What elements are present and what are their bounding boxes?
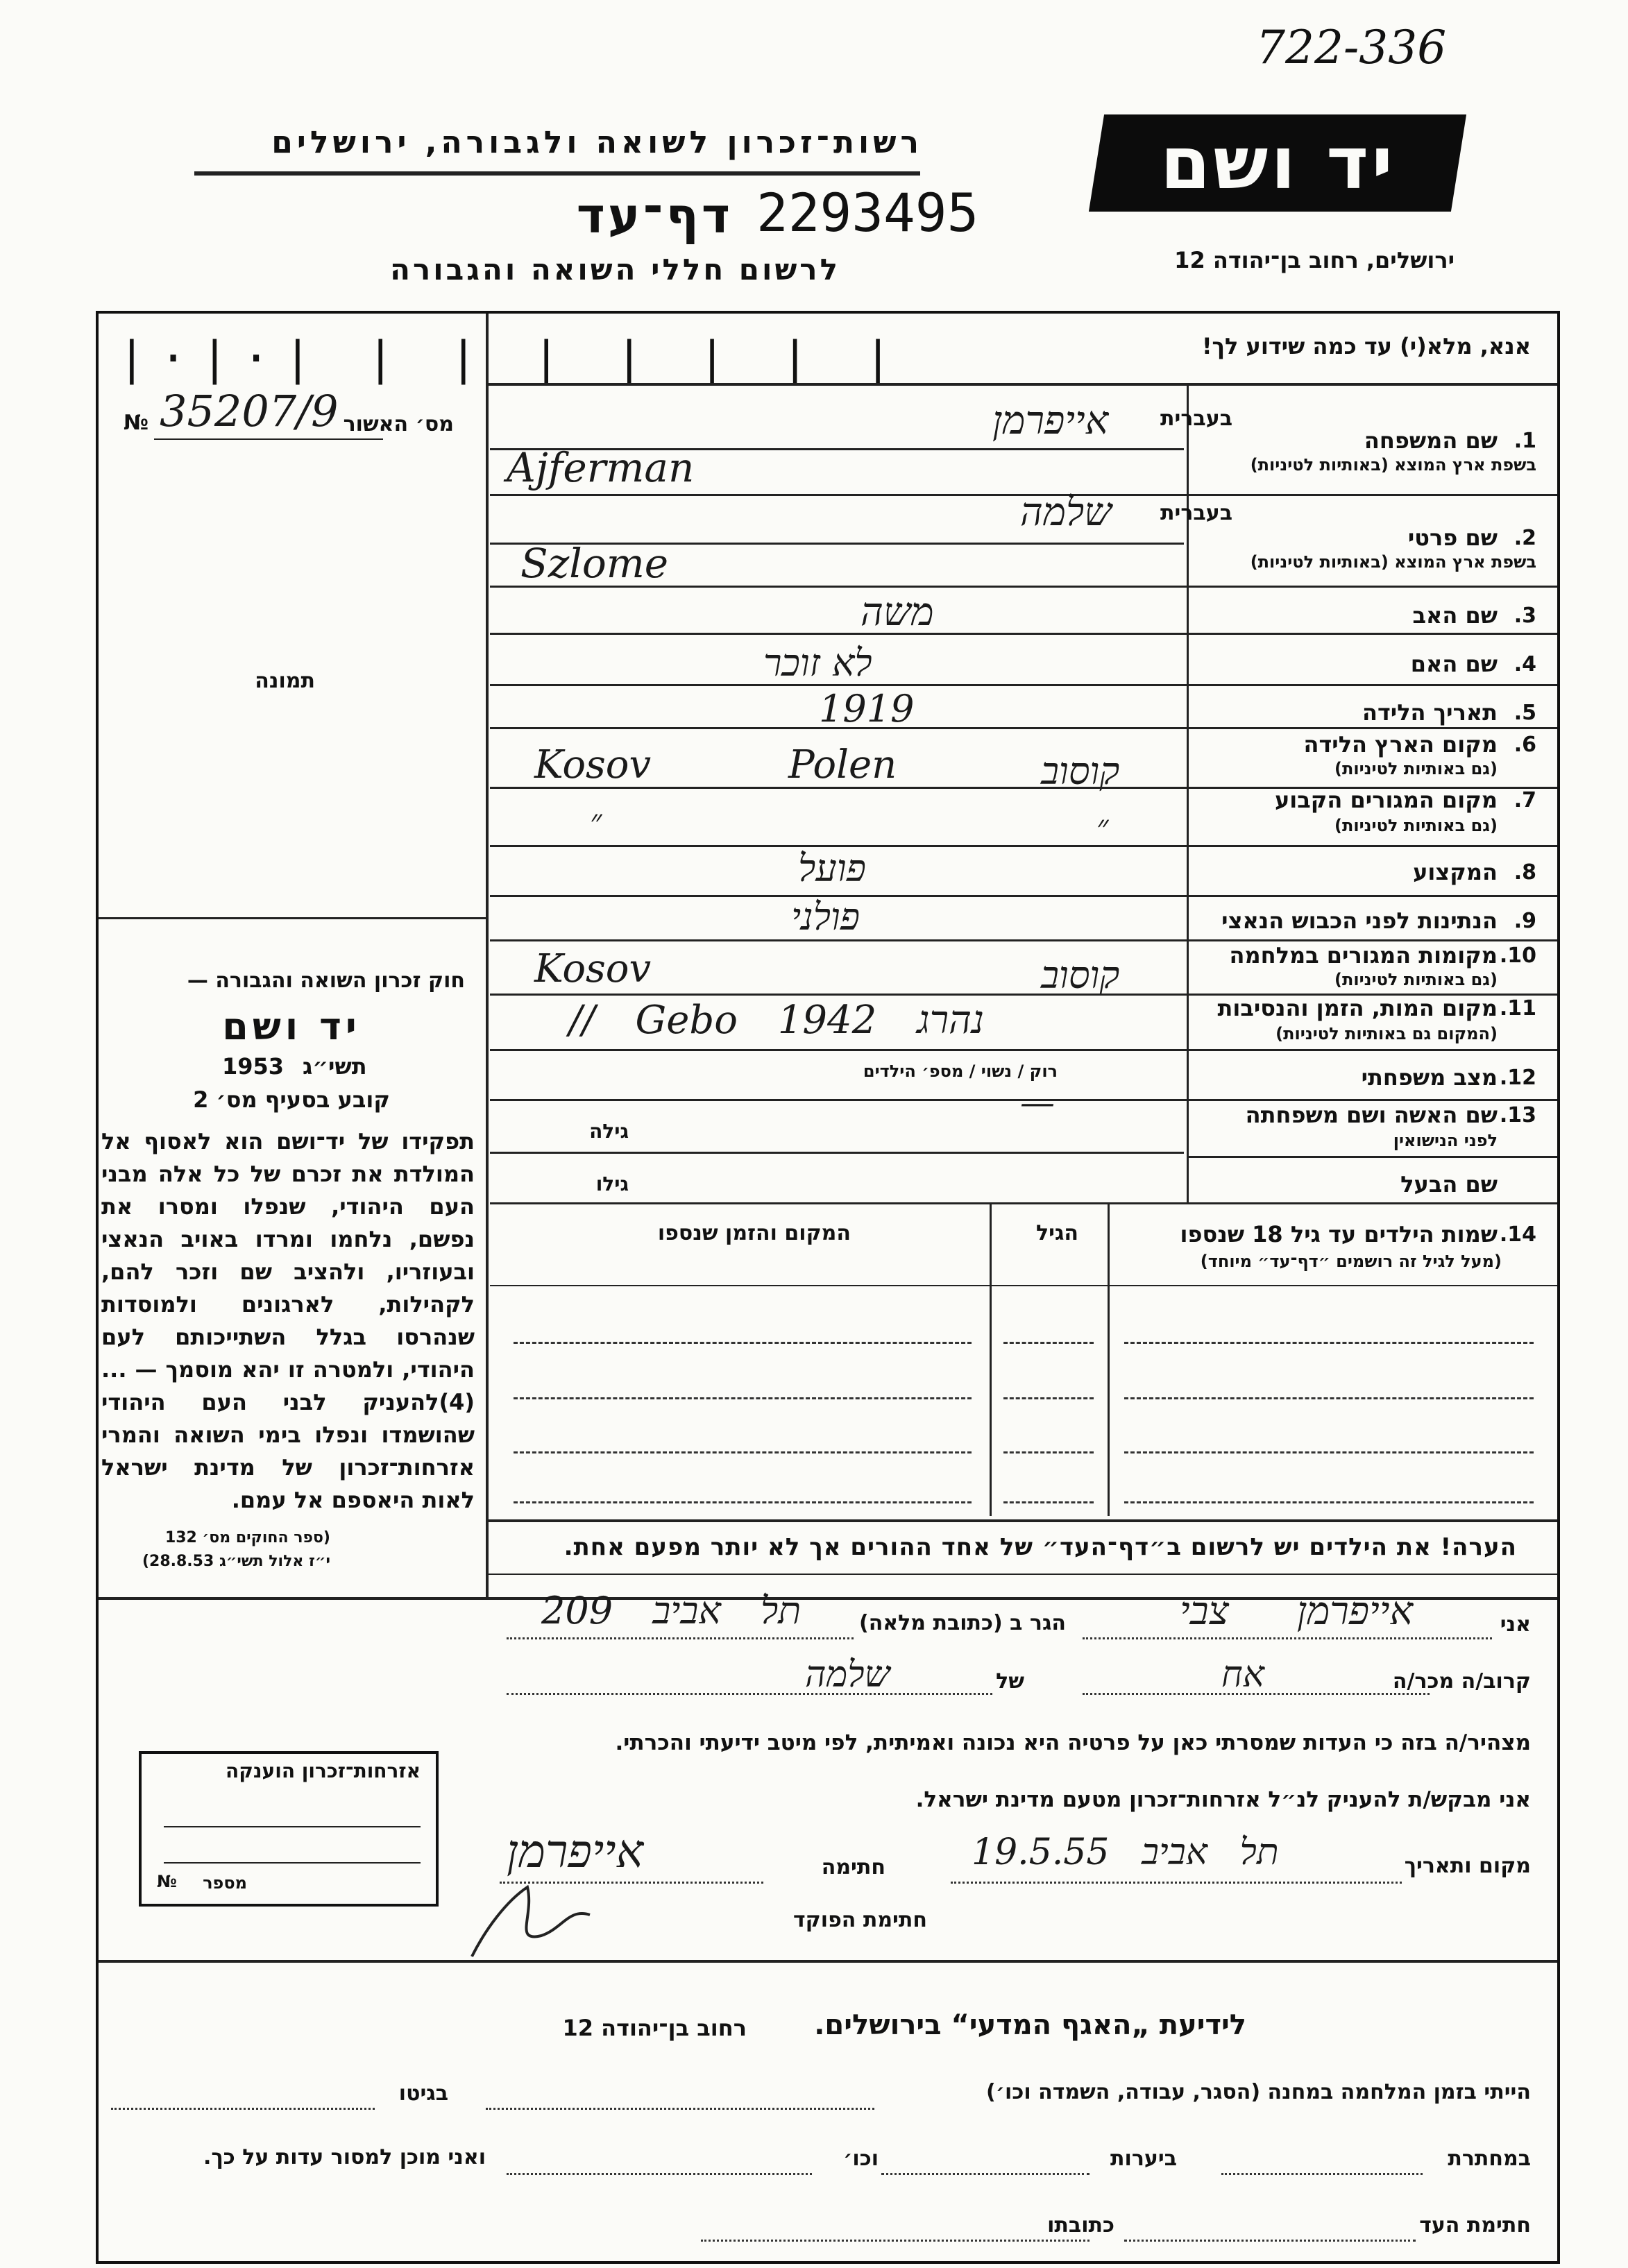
birthplace-sublabel: (גם באותיות לטיניות) — [1334, 759, 1498, 778]
declarant-signature: אייפרמן — [507, 1825, 644, 1878]
child-row-1-age — [1003, 1342, 1094, 1344]
family-name-he-value: אייפרמן — [992, 398, 1109, 443]
yad-vashem-logo — [1089, 114, 1466, 212]
gazette-line-1: (ספר החוקים מס׳ 132 — [164, 1529, 330, 1546]
death-place-label: מקום המות, הזמן והנסיבות — [1217, 995, 1498, 1021]
children-sublabel: (מעל לגיל זה רושמים ״דף־עד״ מיוחד) — [1200, 1252, 1502, 1271]
approval-number: 35207/9 — [160, 386, 339, 436]
child-row-1-name — [1124, 1342, 1534, 1344]
relation-value: אח — [1221, 1654, 1264, 1696]
field-num-7: 7. — [1513, 788, 1536, 812]
footer-witness-signature-label: חתימת העד — [1419, 2213, 1531, 2237]
officer-signature-label: חתימת הפוקד — [793, 1908, 927, 1932]
declarant-name: אייפרמן צבי — [1180, 1589, 1414, 1634]
law-year-hebrew: תשי״ג — [303, 1053, 367, 1080]
husband-name-label: שם הבעל — [1400, 1171, 1498, 1197]
children-label: שמות הילדים עד גיל 18 שנספו — [1180, 1221, 1498, 1247]
approval-label: מס׳ האשור — [343, 412, 454, 436]
child-row-4-place — [514, 1501, 972, 1503]
birthplace-he-value: קוסוב — [1041, 749, 1120, 793]
tally-marks: |·|·| | | | | | | | — [118, 332, 906, 385]
footer-ghetto-label: בגיטו — [398, 2081, 448, 2106]
footer-camp-line: הייתי בזמן המלחמה במחנה (הסגר, עבודה, השמדה וכו׳) — [986, 2080, 1531, 2104]
relation-label: קרוב/ה מכר/ה — [1392, 1669, 1531, 1694]
children-place-col: המקום והזמן שנספו — [657, 1221, 851, 1245]
family-name-latin-sublabel: בשפת ארץ המוצא (באותיות לטיניות) — [1250, 455, 1536, 475]
memorial-box-title: אזרחות־זכרון הוענקה — [226, 1759, 421, 1782]
marital-status-value: — — [1020, 1082, 1055, 1123]
footer-address-label: כתובתו — [1047, 2213, 1114, 2237]
birthplace-label: מקום הארץ הלידה — [1303, 731, 1498, 758]
footer-title: לידיעת „האגף המדעי“ בירושלים. — [814, 2009, 1246, 2041]
first-name-he-value: שלמה — [1020, 490, 1112, 535]
first-name-he-sublabel: בעברית — [1160, 501, 1232, 525]
field-num-2: 2. — [1513, 526, 1536, 550]
birth-date-label: תאריך הלידה — [1362, 699, 1498, 726]
family-name-he-sublabel: בעברית — [1160, 407, 1232, 431]
field-num-8: 8. — [1513, 860, 1536, 885]
declaration-text: מצהיר/ה בזה כי העדות שמסרתי כאן על פרטיה היא נכונה ואמיתית, לפי מיטב ידיעתי והכרתי. — [615, 1730, 1531, 1755]
first-name-latin-value: Szlome — [520, 540, 669, 587]
field-num-10: 10. — [1499, 944, 1536, 968]
child-row-3-age — [1003, 1451, 1094, 1453]
footer-etc-label: וכו׳ — [843, 2147, 879, 2171]
children-age-col: הגיל — [1036, 1221, 1078, 1245]
footer-address: רחוב בן־יהודה 12 — [562, 2015, 747, 2041]
law-title: חוק זכרון השואה והגבורה — — [187, 969, 465, 993]
wife-age-label: גילה — [589, 1120, 629, 1143]
first-name-latin-sublabel: בשפת ארץ המוצא (באותיות לטיניות) — [1250, 552, 1536, 572]
field-num-3: 3. — [1513, 604, 1536, 628]
wartime-residence-label: מקומות המגורים במלחמה — [1229, 942, 1498, 969]
profession-label: המקצוע — [1413, 859, 1498, 885]
place-date-label: מקום ותאריך — [1404, 1854, 1531, 1878]
child-row-3-place — [514, 1451, 972, 1453]
footer-underground-label: במחתרת — [1448, 2147, 1531, 2171]
of-label: של — [996, 1669, 1024, 1694]
footer-ready-text: ואני מוכן למסור עדות על כך. — [203, 2145, 486, 2169]
child-row-3-name — [1124, 1451, 1534, 1453]
children-note: הערה! את הילדים יש לרשום ב״דף־העד״ של אחד ההורים אך לא יותר מפעם אחת. — [563, 1533, 1517, 1561]
org-address: ירושלים, רחוב בן־יהודה 12 — [1174, 247, 1455, 273]
law-year: 1953 — [222, 1053, 285, 1080]
family-name-label: שם המשפחה — [1364, 427, 1498, 454]
org-line: רשות־זכרון לשואה ולגבורה, ירושלים — [271, 125, 923, 160]
wife-name-sublabel: לפני הנישואין — [1393, 1131, 1498, 1150]
birthplace-latin-value: Kosov Polen — [534, 742, 897, 787]
wartime-residence-he-value: קוסוב — [1041, 953, 1120, 997]
child-row-4-age — [1003, 1501, 1094, 1503]
of-name: שלמה — [805, 1654, 890, 1696]
gazette-line-2: י״ז אלול תשי״ג 28.8.53) — [142, 1553, 330, 1570]
field-num-4: 4. — [1513, 652, 1536, 676]
memorial-number-prefix: № — [157, 1872, 177, 1891]
memorial-number-label: מספר — [203, 1873, 247, 1893]
field-num-9: 9. — [1513, 909, 1536, 933]
birth-date-value: 1919 — [819, 687, 915, 731]
place-date-value: תל אביב 19.5.55 — [972, 1832, 1279, 1873]
citizenship-value: פולני — [791, 895, 860, 939]
field-num-5: 5. — [1513, 701, 1536, 725]
family-name-latin-value: Ajferman — [507, 444, 695, 491]
marital-status-hint: רוק / נשוי / מספ׳ הילדים — [863, 1061, 1058, 1081]
field-num-6: 6. — [1513, 733, 1536, 757]
death-place-value: // Gebo 1942 נהרג — [569, 998, 985, 1043]
request-text: אני מבקש/ת להעניק לנ״ל אזרחות־זכרון מטעם מדינת ישראל. — [915, 1787, 1531, 1812]
field-num-13: 13. — [1499, 1103, 1536, 1127]
officer-signature-scribble — [458, 1859, 604, 1970]
child-row-2-age — [1003, 1397, 1094, 1399]
signature-label: חתימה — [821, 1855, 885, 1879]
field-num-14: 14. — [1499, 1222, 1536, 1247]
profession-value: פועל — [798, 846, 866, 890]
child-row-2-place — [514, 1397, 972, 1399]
form-title: דף־עד — [576, 187, 733, 244]
residence-label: מקום המגורים הקבוע — [1274, 787, 1498, 813]
form-subtitle: לרשום חללי השואה והגבורה — [390, 253, 840, 287]
field-num-1: 1. — [1513, 429, 1536, 453]
father-name-value: משה — [860, 590, 934, 635]
wartime-residence-sublabel: (גם באותיות לטיניות) — [1334, 970, 1498, 989]
footer-forests-label: ביערות — [1110, 2147, 1177, 2171]
law-section: קובע בסעיף מס׳ 2 — [193, 1086, 390, 1113]
child-row-4-name — [1124, 1501, 1534, 1503]
instruction: אנא, מלא(י) עד כמה שידוע לך! — [1201, 333, 1531, 359]
mother-name-value: לא זוכר — [763, 641, 872, 685]
citizenship-label: הנתינות לפני הכבוש הנאצי — [1221, 907, 1498, 934]
mother-name-label: שם האם — [1410, 651, 1498, 677]
father-name-label: שם האב — [1412, 602, 1498, 629]
archive-ref: 722-336 — [1256, 21, 1447, 74]
declarant-address: תל אביב 209 — [541, 1589, 802, 1632]
residence-value-right: ״ — [1096, 808, 1109, 845]
child-row-1-place — [514, 1342, 972, 1344]
wartime-residence-latin-value: Kosov — [534, 946, 652, 991]
field-num-11: 11. — [1499, 996, 1536, 1021]
form-number: 2293495 — [756, 182, 979, 244]
photo-label: תמונה — [255, 669, 315, 693]
marital-status-label: מצב משפחתי — [1361, 1064, 1498, 1091]
approval-prefix: № — [124, 411, 149, 435]
residence-value-left: ״ — [590, 802, 602, 839]
first-name-label: שם פרטי — [1407, 525, 1498, 551]
logo-text: יד ושם — [1160, 121, 1396, 205]
residence-sublabel: (גם באותיות לטיניות) — [1334, 816, 1498, 835]
law-body: תפקידו של יד־ושם הוא לאסוף אל המולדת את זכרם של כל אלה מבני העם היהודי, שנפלו ומסרו את נפשם, נלחמו ומרדו באויב הנאצי ובעוזריו, ולהציב שם וזכר להם, לקהילות, לארגונים ולמוסדות שנהרסו בגלל השתייכותם לעם היהודי, ולמטרה זו יהא מוסמך — ...(4)להעניק לבני העם היהודי שהושמדו ונפלו בימי השואה והמרי אזרחות־זכרון של מדינת ישראל לאות היאספם אל עמם. — [101, 1128, 475, 1513]
field-num-12: 12. — [1499, 1066, 1536, 1090]
institution-name: יד ושם — [222, 1005, 361, 1048]
husband-age-label: גילו — [595, 1173, 629, 1195]
child-row-2-name — [1124, 1397, 1534, 1399]
resides-label: הגר ב (כתובת מלאה) — [858, 1611, 1066, 1635]
wife-name-label: שם האשה ושם משפחתה — [1245, 1102, 1498, 1128]
declarant-ani-label: אני — [1500, 1612, 1531, 1637]
death-place-sublabel: (המקום גם באותיות לטיניות) — [1275, 1024, 1498, 1043]
